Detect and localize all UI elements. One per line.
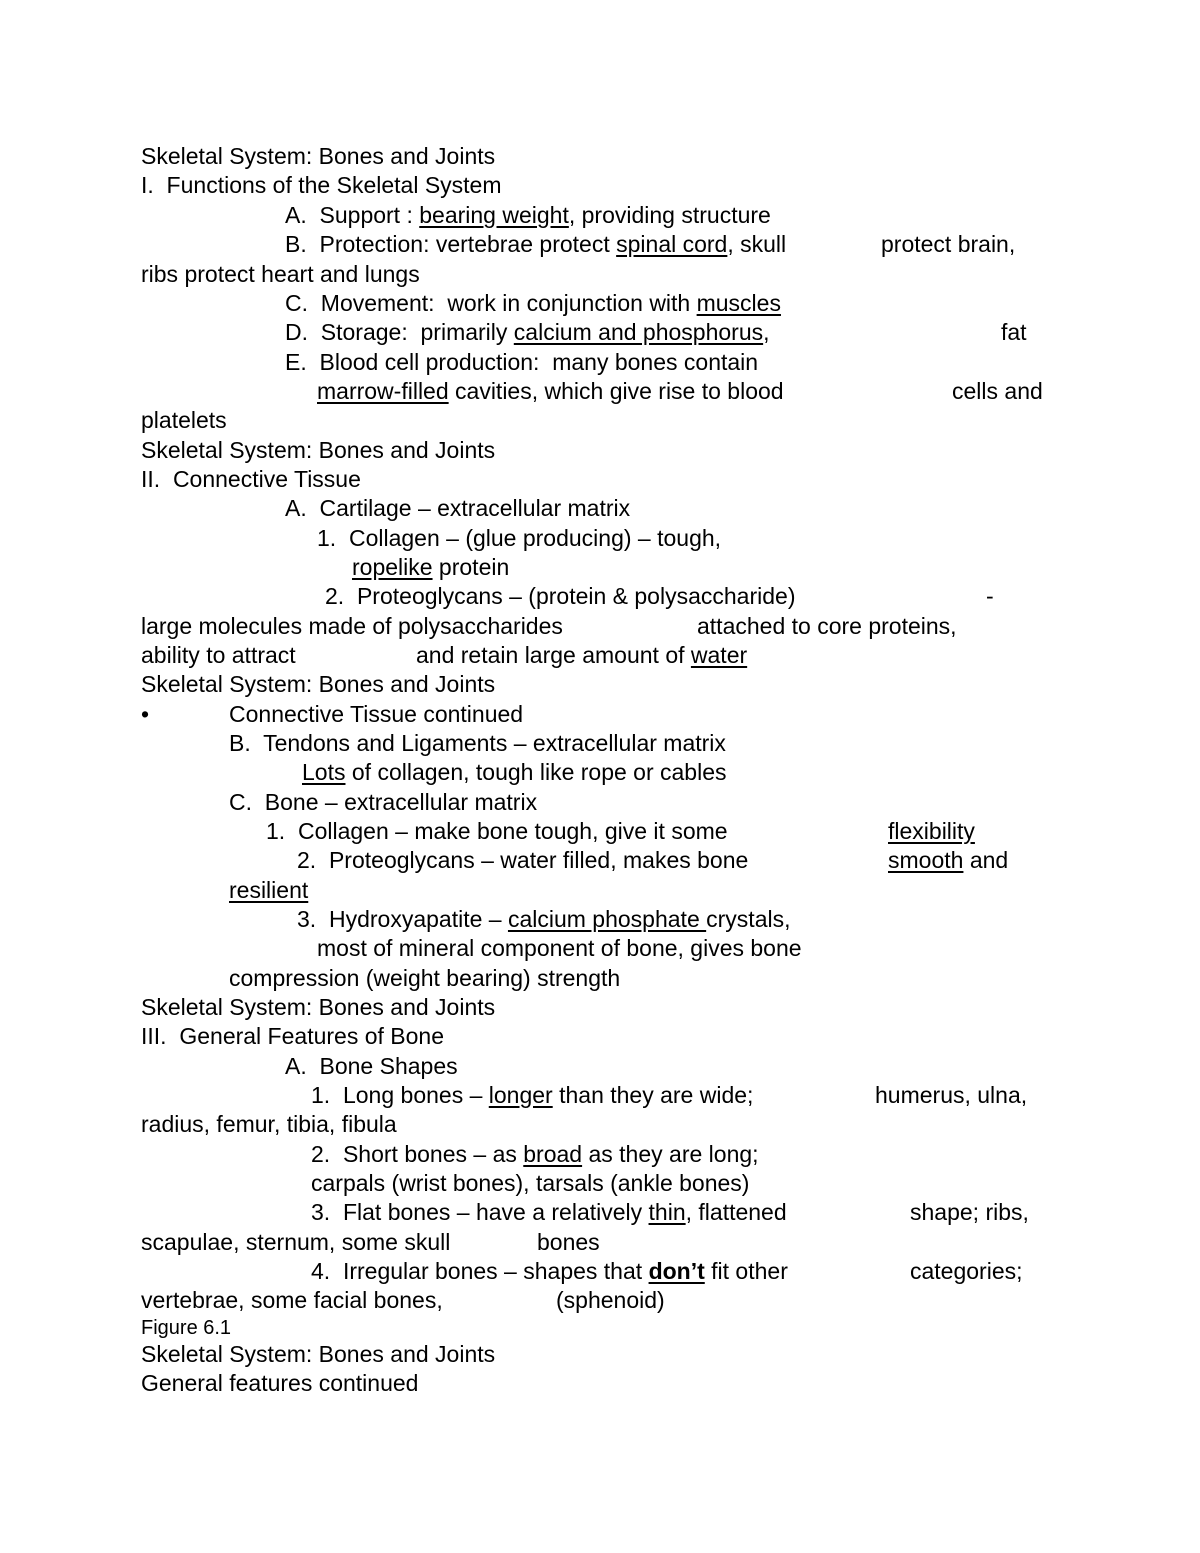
list-item-wrap: ropelike protein bbox=[352, 554, 510, 580]
list-item-wrap: vertebrae, some facial bones, bbox=[141, 1287, 443, 1313]
section-heading: I. Functions of the Skeletal System bbox=[141, 172, 502, 198]
list-item-continuation: cells and bbox=[952, 378, 1043, 404]
list-item-wrap: carpals (wrist bones), tarsals (ankle bones) bbox=[311, 1170, 750, 1196]
list-item: D. Storage: primarily calcium and phosphorus, bbox=[285, 319, 770, 345]
list-item: 4. Irregular bones – shapes that don’t fit other bbox=[311, 1258, 788, 1284]
list-item: 2. Proteoglycans – water filled, makes bone bbox=[297, 847, 749, 873]
list-item-continuation: attached to core proteins, bbox=[697, 613, 957, 639]
list-item-continuation: shape; ribs, bbox=[910, 1199, 1029, 1225]
list-item-continuation: smooth and bbox=[888, 847, 1009, 873]
section-heading: II. Connective Tissue bbox=[141, 466, 361, 492]
section-heading: General features continued bbox=[141, 1370, 419, 1396]
section-title: Skeletal System: Bones and Joints bbox=[141, 437, 496, 463]
list-item: E. Blood cell production: many bones contain bbox=[285, 349, 759, 375]
list-item-continuation: and retain large amount of water bbox=[416, 642, 748, 668]
section-title: Skeletal System: Bones and Joints bbox=[141, 1341, 496, 1367]
list-item-continuation: protect brain, bbox=[881, 231, 1016, 257]
list-item-wrap: radius, femur, tibia, fibula bbox=[141, 1111, 397, 1137]
list-item: 1. Collagen – make bone tough, give it some bbox=[266, 818, 728, 844]
figure-caption: Figure 6.1 bbox=[141, 1317, 232, 1339]
list-item-wrap: compression (weight bearing) strength bbox=[229, 965, 621, 991]
subsection-label: B. Tendons and Ligaments – extracellular matrix bbox=[229, 730, 726, 756]
list-item-continuation: flexibility bbox=[888, 818, 975, 844]
list-item: C. Movement: work in conjunction with muscles bbox=[285, 290, 781, 316]
list-item-continuation: humerus, ulna, bbox=[875, 1082, 1028, 1108]
list-item: 1. Collagen – (glue producing) – tough, bbox=[317, 525, 722, 551]
list-item-continuation: categories; bbox=[910, 1258, 1023, 1284]
section-heading: Connective Tissue continued bbox=[229, 701, 524, 727]
section-title: Skeletal System: Bones and Joints bbox=[141, 994, 496, 1020]
bullet: • bbox=[141, 701, 150, 727]
list-item-continuation: bones bbox=[537, 1229, 600, 1255]
list-item-wrap: scapulae, sternum, some skull bbox=[141, 1229, 451, 1255]
list-item: A. Support : bearing weight, providing structure bbox=[285, 202, 771, 228]
subsection-label: A. Bone Shapes bbox=[285, 1053, 458, 1079]
list-item-wrap: ability to attract bbox=[141, 642, 296, 668]
list-item: B. Protection: vertebrae protect spinal cord, skull bbox=[285, 231, 787, 257]
section-title: Skeletal System: Bones and Joints bbox=[141, 671, 496, 697]
list-item: 2. Proteoglycans – (protein & polysaccharide) bbox=[325, 583, 796, 609]
section-heading: III. General Features of Bone bbox=[141, 1023, 444, 1049]
list-item: Lots of collagen, tough like rope or cables bbox=[302, 759, 727, 785]
list-item-wrap: large molecules made of polysaccharides bbox=[141, 613, 563, 639]
list-item: 1. Long bones – longer than they are wide; bbox=[311, 1082, 754, 1108]
list-item: 3. Hydroxyapatite – calcium phosphate crystals, bbox=[297, 906, 791, 932]
list-item-wrap: ribs protect heart and lungs bbox=[141, 261, 420, 287]
section-title: Skeletal System: Bones and Joints bbox=[141, 143, 496, 169]
list-item: 2. Short bones – as broad as they are long; bbox=[311, 1141, 759, 1167]
list-item-continuation: - bbox=[986, 583, 994, 609]
subsection-label: C. Bone – extracellular matrix bbox=[229, 789, 538, 815]
list-item-continuation: (sphenoid) bbox=[556, 1287, 665, 1313]
list-item-wrap: platelets bbox=[141, 407, 227, 433]
list-item: 3. Flat bones – have a relatively thin, flattened bbox=[311, 1199, 787, 1225]
list-item-wrap: marrow-filled cavities, which give rise to blood bbox=[317, 378, 784, 404]
list-item-continuation: fat bbox=[1001, 319, 1027, 345]
list-item-wrap: resilient bbox=[229, 877, 309, 903]
subsection-label: A. Cartilage – extracellular matrix bbox=[285, 495, 631, 521]
list-item-wrap: most of mineral component of bone, gives bone bbox=[317, 935, 802, 961]
